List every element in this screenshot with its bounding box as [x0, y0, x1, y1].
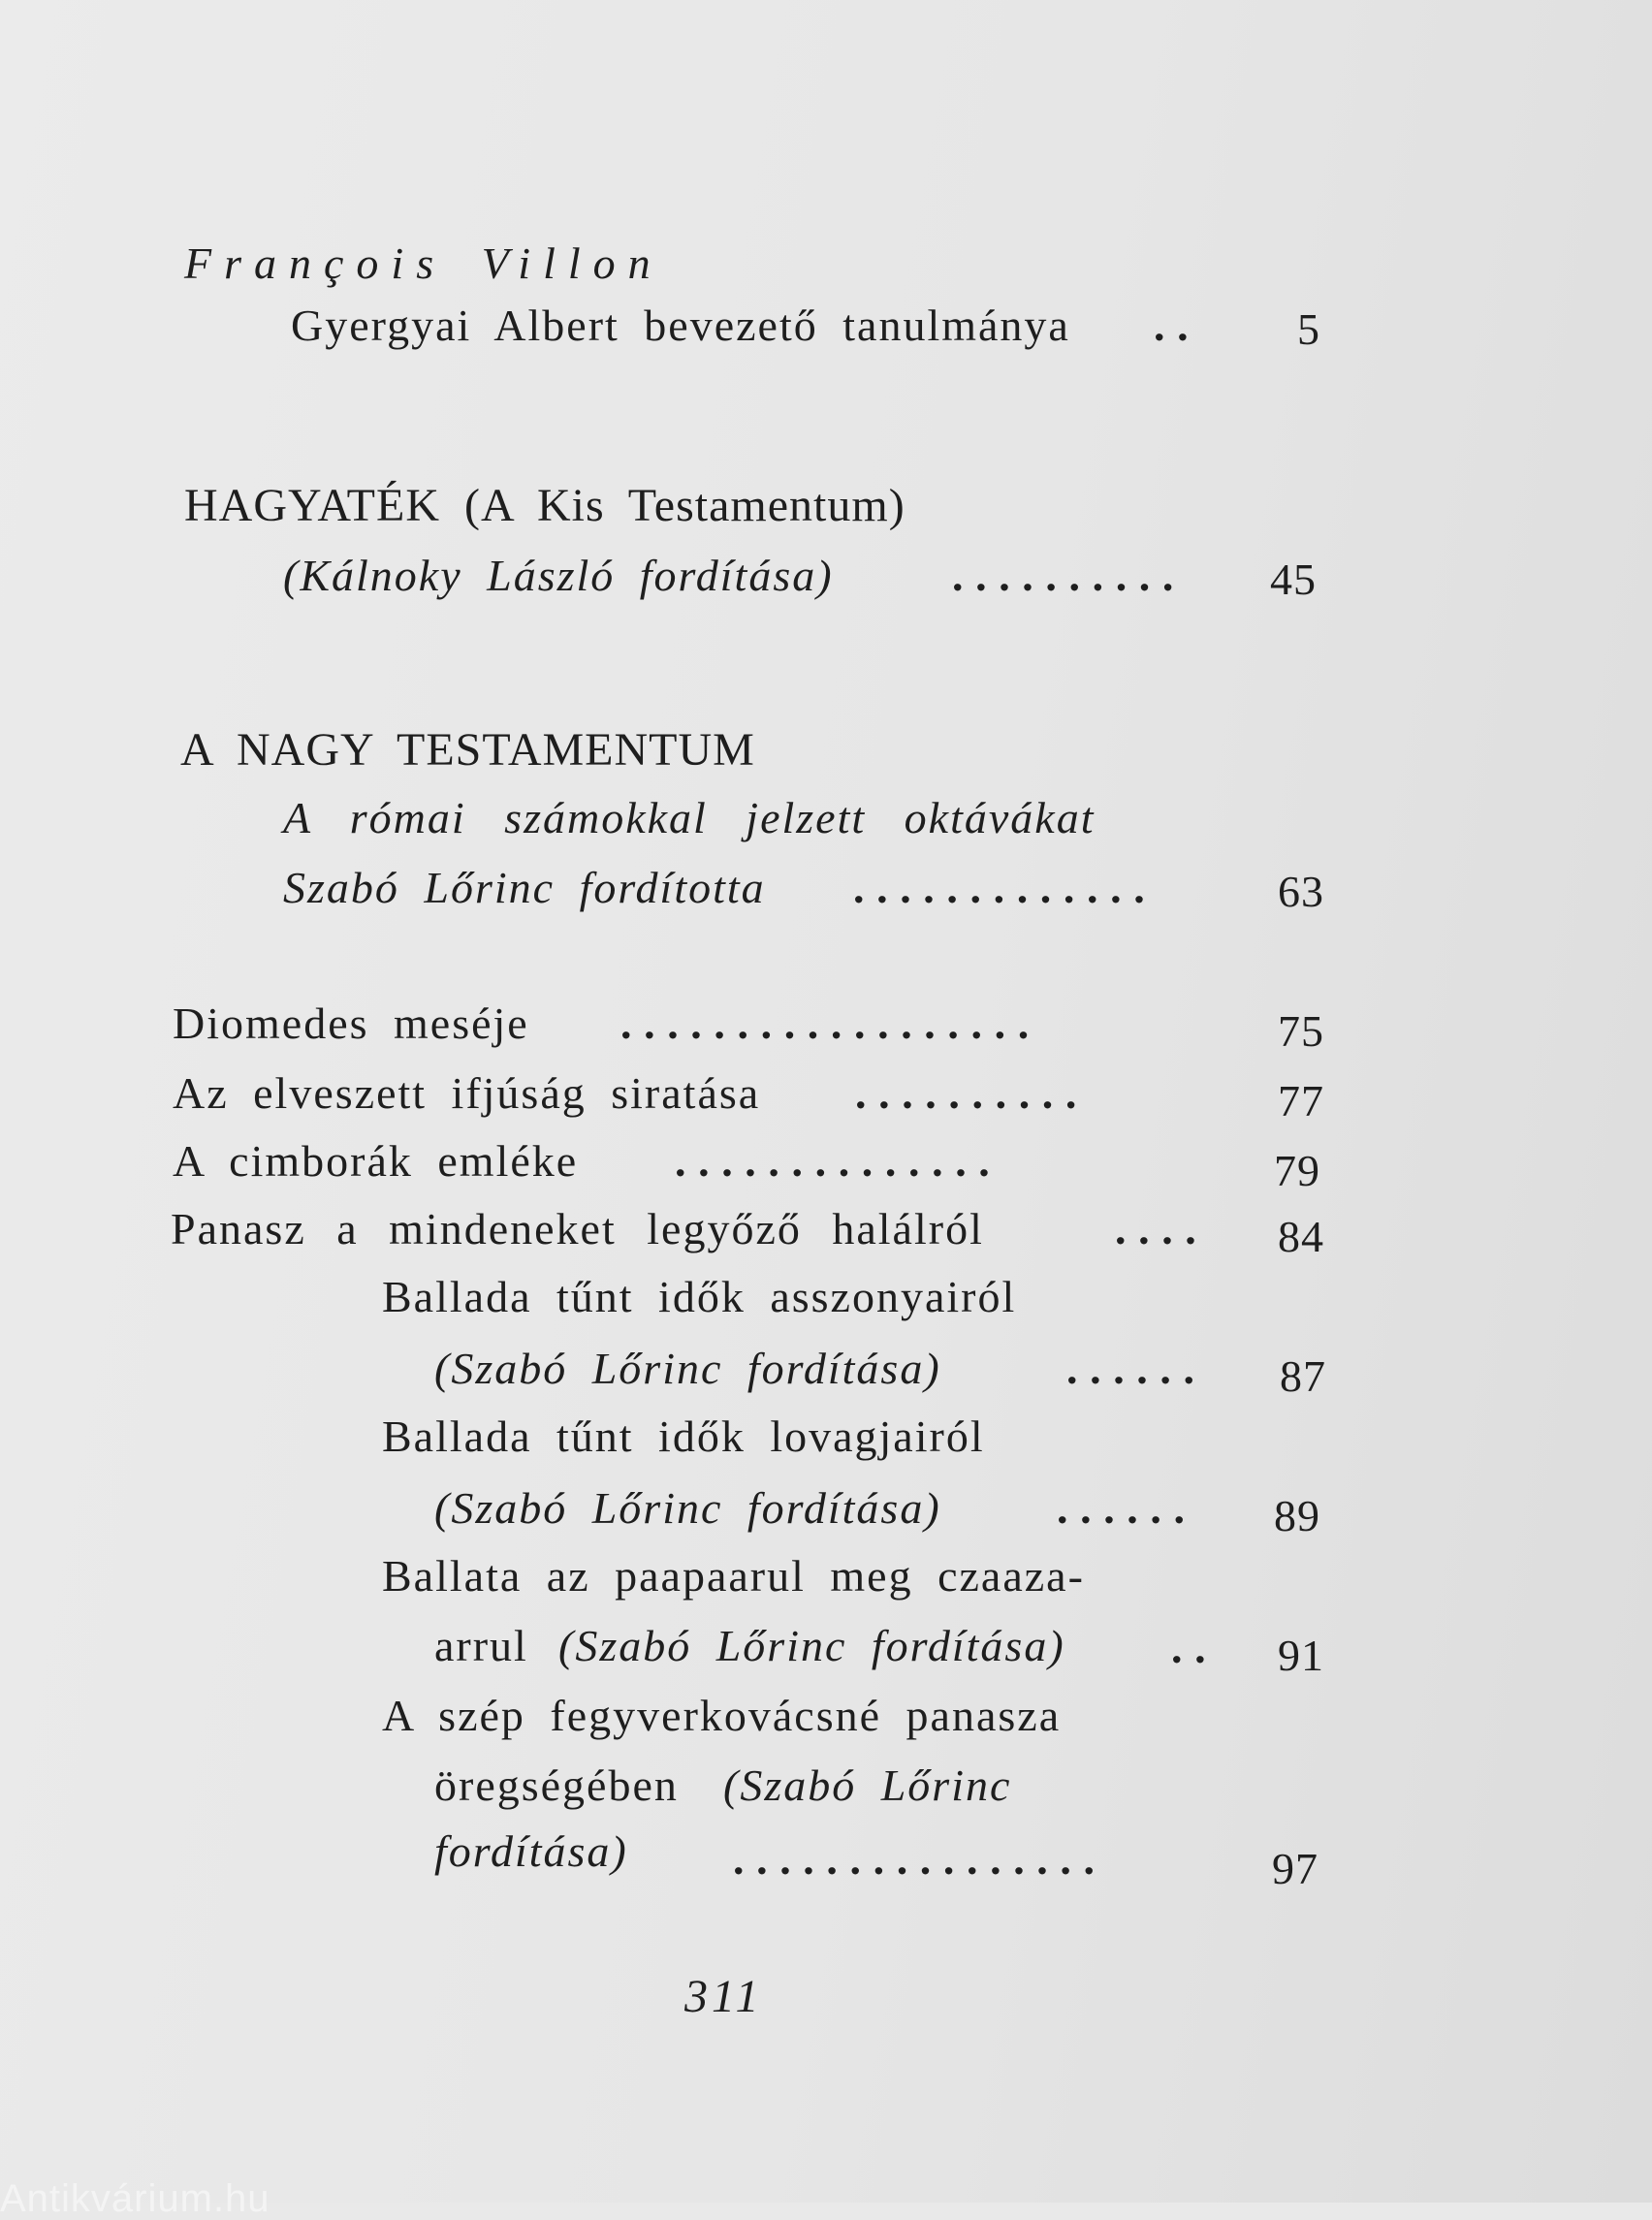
toc-translator-line: (Szabó Lőrinc fordítása)	[434, 1344, 941, 1393]
toc-note-line: Szabó Lőrinc fordította	[283, 863, 766, 912]
toc-page-number: 75	[1278, 1006, 1324, 1056]
toc-leader-dots: ......	[1057, 1483, 1197, 1533]
toc-translator-line: (Szabó Lőrinc fordítása)	[434, 1483, 941, 1533]
toc-leader-dots: ..............	[675, 1136, 1002, 1186]
toc-ballad-title: Ballada tűnt idők lovagjairól	[382, 1411, 985, 1461]
toc-page-number: 45	[1270, 555, 1317, 604]
toc-ballad-title: Ballata az paapaarul meg czaaza-	[382, 1551, 1085, 1601]
toc-translator-line: (Szabó Lőrinc	[723, 1760, 1012, 1810]
toc-page-number: 77	[1278, 1076, 1324, 1126]
toc-intro-title: Gyergyai Albert bevezető tanulmánya	[291, 301, 1070, 350]
page-folio-number: 311	[684, 1971, 763, 2022]
toc-page-number: 87	[1280, 1351, 1326, 1401]
toc-entry-title: A cimborák emléke	[173, 1136, 579, 1186]
toc-ballad-title: Ballada tűnt idők asszonyairól	[382, 1272, 1017, 1321]
toc-translator-line: (Kálnoky László fordítása)	[283, 551, 834, 600]
toc-page-number: 89	[1274, 1491, 1320, 1540]
toc-leader-dots: ....	[1115, 1204, 1209, 1253]
toc-leader-dots: ......	[1066, 1344, 1207, 1393]
toc-ballad-title: A szép fegyverkovácsné panasza	[382, 1691, 1062, 1740]
toc-page-number: 91	[1278, 1631, 1324, 1680]
toc-leader-dots: ................	[733, 1834, 1107, 1884]
toc-entry-title: Diomedes meséje	[173, 999, 529, 1048]
toc-page-number: 63	[1278, 867, 1324, 916]
toc-ballad-title-continuation: öregségében	[434, 1760, 679, 1810]
toc-section-title: HAGYATÉK (A Kis Testamentum)	[184, 480, 905, 531]
toc-entry-title: Panasz a mindeneket legyőző halálról	[171, 1204, 984, 1253]
toc-leader-dots: ..................	[620, 999, 1041, 1048]
toc-note-line: A római számokkal jelzett oktávákat	[283, 793, 1096, 842]
toc-page-number: 79	[1274, 1146, 1320, 1195]
toc-page-number: 97	[1272, 1844, 1318, 1893]
watermark-text: Antikvárium.hu	[0, 2177, 270, 2220]
toc-leader-dots: ..	[1154, 301, 1201, 350]
toc-leader-dots: ..	[1171, 1623, 1219, 1672]
toc-leader-dots: .............	[853, 863, 1158, 912]
toc-section-title: A NAGY TESTAMENTUM	[180, 724, 755, 776]
toc-page-number: 84	[1278, 1212, 1324, 1261]
toc-entry-title: Az elveszett ifjúság siratása	[173, 1068, 761, 1118]
toc-leader-dots: ..........	[952, 551, 1186, 600]
toc-author-heading: François Villon	[184, 238, 663, 288]
toc-ballad-title-continuation: arrul	[434, 1621, 528, 1670]
toc-translator-line: fordítása)	[434, 1826, 628, 1876]
toc-translator-line: (Szabó Lőrinc fordítása)	[558, 1621, 1065, 1670]
toc-leader-dots: ..........	[855, 1068, 1089, 1118]
toc-page-number: 5	[1297, 304, 1320, 354]
